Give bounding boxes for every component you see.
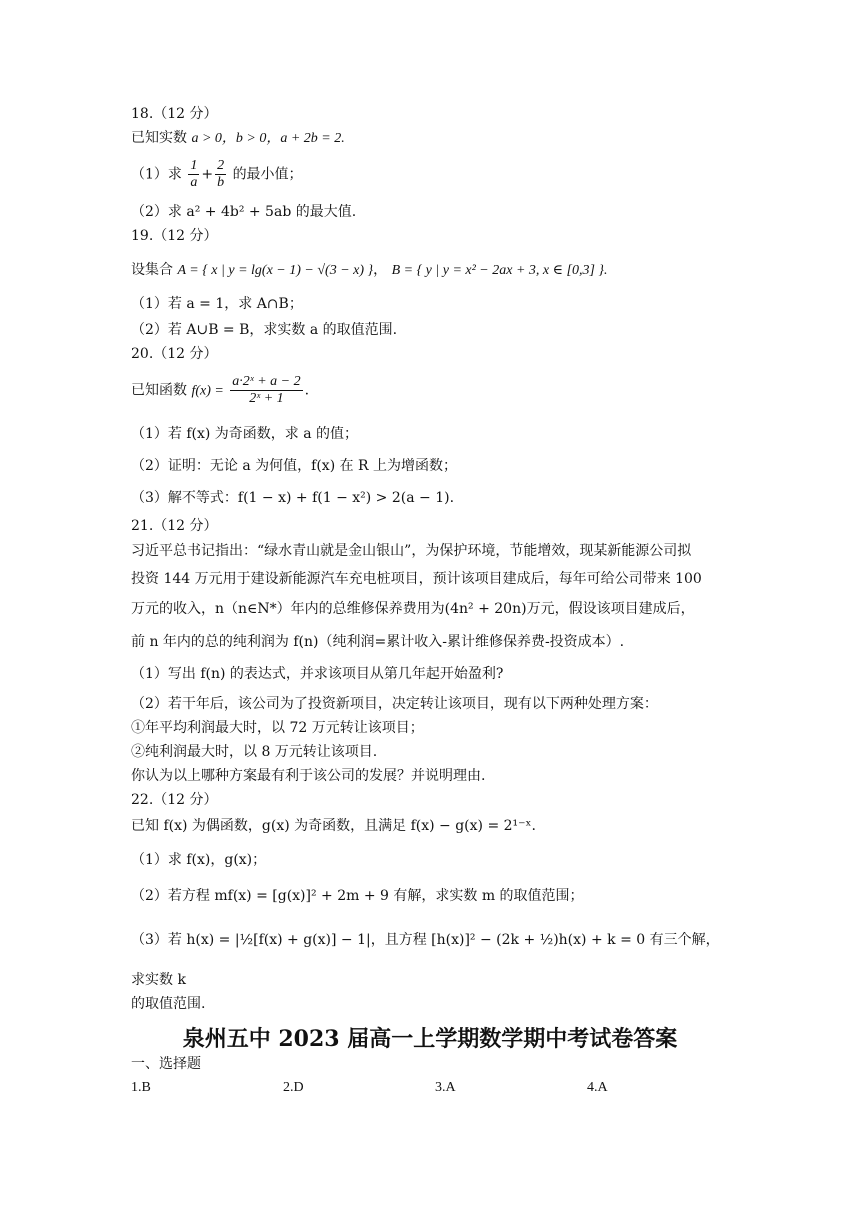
fraction-2-over-b: $\frac{2}{b}$ bbox=[217, 158, 225, 190]
q21-option2: ②纯利润最大时，以 8 万元转让该项目. bbox=[131, 744, 378, 760]
q20-numerator: a·2ˣ + a − 2 bbox=[232, 374, 301, 389]
q20-denominator: 2ˣ + 1 bbox=[249, 391, 284, 406]
q18-part2: （2）求 a² + 4b² + 5ab 的最大值. bbox=[131, 204, 357, 220]
answer-4: 4.A bbox=[587, 1080, 608, 1095]
answer-2: 2.D bbox=[283, 1080, 304, 1095]
q20-part3: （3）解不等式：f(1 − x) + f(1 − x²) > 2(a − 1). bbox=[131, 490, 455, 506]
section-choice-heading: 一、选择题 bbox=[131, 1056, 201, 1072]
q18-part1: （1）求 $\frac{1}{a}$ + $\frac{2}{b}$ 的最小值； bbox=[131, 158, 303, 190]
q21-option1: ①年平均利润最大时，以 72 万元转让该项目； bbox=[131, 720, 424, 736]
answer-1: 1.B bbox=[131, 1080, 151, 1095]
q19-header: 19.（12 分） bbox=[131, 228, 218, 244]
q19-set-a: A = { x | y = lg(x − 1) − √(3 − x) } bbox=[177, 263, 374, 278]
q21-header: 21.（12 分） bbox=[131, 518, 218, 534]
q18-conditions: a > 0，b > 0，a + 2b = 2. bbox=[191, 131, 345, 146]
q20-stem: 已知函数 f(x) = $\frac{\text{a·2ˣ + a − 2}}{\text{2ˣ + 1}}$ . bbox=[131, 374, 310, 406]
q20-part1: （1）若 f(x) 为奇函数，求 a 的值； bbox=[131, 426, 359, 442]
q22-stem: 已知 f(x) 为偶函数，g(x) 为奇函数，且满足 f(x) − g(x) = 2¹⁻ˣ. bbox=[131, 818, 536, 834]
q21-part2: （2）若干年后，该公司为了投资新项目，决定转让该项目，现有以下两种处理方案： bbox=[131, 696, 658, 712]
q21-line2: 投资 144 万元用于建设新能源汽车充电桩项目，预计该项目建成后，每年可给公司带来 100 bbox=[131, 571, 702, 587]
q18-header: 18.（12 分） bbox=[131, 106, 218, 122]
q20-stem-prefix: 已知函数 bbox=[131, 382, 187, 399]
q18-stem bbox=[131, 128, 345, 149]
q21-line4: 前 n 年内的总的纯利润为 f(n)（纯利润=累计收入-累计维修保养费-投资成本）. bbox=[131, 634, 625, 650]
q22-part3-cont1: 求实数 k bbox=[131, 972, 186, 988]
q22-header: 22.（12 分） bbox=[131, 792, 218, 808]
q19-set-b: B = { y | y = x² − 2ax + 3, x ∈ [0,3] }. bbox=[391, 263, 608, 278]
q22-part2: （2）若方程 mf(x) = [g(x)]² + 2m + 9 有解，求实数 m 的取值范围； bbox=[131, 888, 584, 904]
fraction-1-over-a: $\frac{1}{a}$ bbox=[190, 158, 198, 190]
q22-part3-cont2: 的取值范围. bbox=[131, 996, 206, 1012]
q20-fraction bbox=[230, 374, 302, 407]
q20-fx: f(x) = bbox=[191, 383, 224, 399]
q19-part2: （2）若 A∪B = B，求实数 a 的取值范围. bbox=[131, 322, 398, 338]
answer-3: 3.A bbox=[435, 1080, 456, 1095]
q19-stem-prefix: 设集合 bbox=[131, 262, 173, 278]
q22-part3: （3）若 h(x) = |½[f(x) + g(x)] − 1|，且方程 [h(x)]² − (2k + ½)h(x) + k = 0 有三个解， bbox=[131, 932, 720, 948]
q20-part2: （2）证明：无论 a 为何值，f(x) 在 R 上为增函数； bbox=[131, 458, 458, 474]
q18-p1-prefix: （1）求 bbox=[131, 166, 182, 183]
q20-header: 20.（12 分） bbox=[131, 346, 218, 362]
q21-ask: 你认为以上哪种方案最有利于该公司的发展？并说明理由. bbox=[131, 768, 486, 784]
answer-title: 泉州五中 2023 届高一上学期数学期中考试卷答案 bbox=[182, 1026, 678, 1052]
q18-p1-suffix: 的最小值； bbox=[232, 166, 303, 183]
q19-part1: （1）若 a = 1，求 A∩B； bbox=[131, 296, 303, 312]
q21-line3: 万元的收入，n（n∈N*）年内的总维修保养费用为(4n² + 20n)万元，假设该项目建成后， bbox=[131, 601, 695, 617]
q21-line1: 习近平总书记指出：“绿水青山就是金山银山”，为保护环境，节能增效，现某新能源公司拟 bbox=[131, 543, 692, 559]
q18-stem-prefix: 已知实数 bbox=[131, 130, 187, 146]
q22-part1: （1）求 f(x)，g(x)； bbox=[131, 852, 267, 868]
q19-stem: 设集合 A = { x | y = lg(x − 1) − √(3 − x) }， B = { y | y = x² − 2ax + 3, x ∈ [0,3] }. bbox=[131, 262, 608, 278]
q21-part1: （1）写出 f(n) 的表达式，并求该项目从第几年起开始盈利? bbox=[131, 666, 504, 682]
